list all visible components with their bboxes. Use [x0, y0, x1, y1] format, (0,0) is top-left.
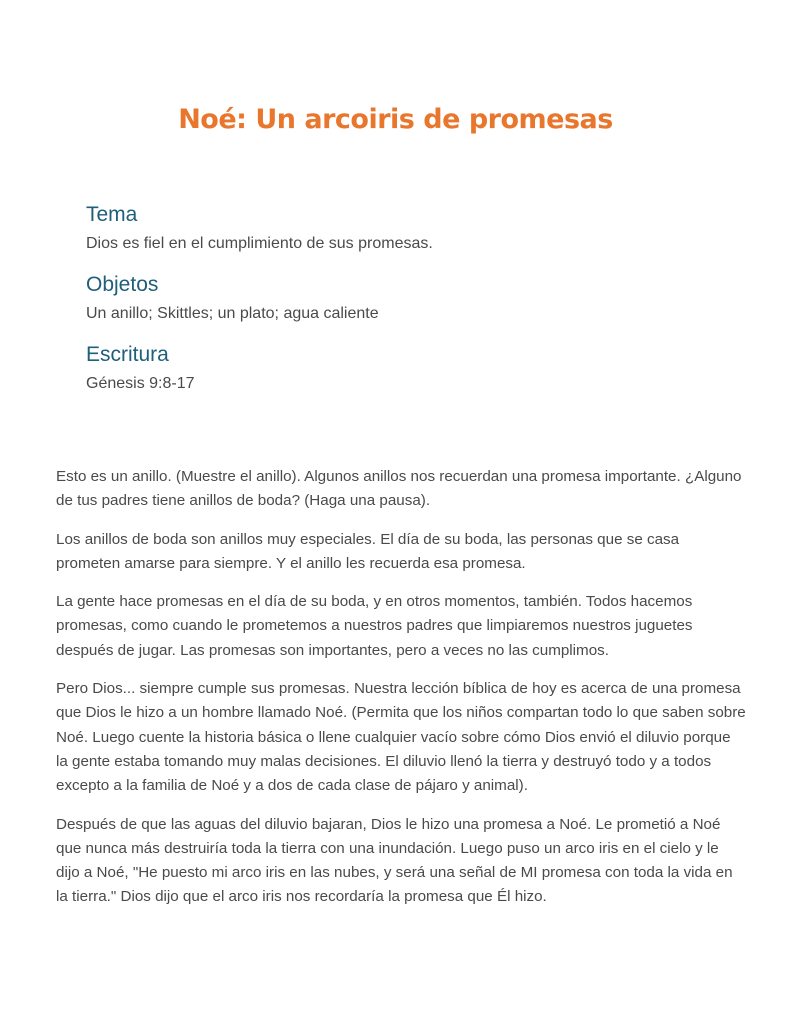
objects-heading: Objetos	[86, 273, 159, 296]
paragraph-promises: La gente hace promesas en el día de su boda, y en otros momentos, también. Todos hacemos promesas, como cuando le prometemos a nuestros padres que limpiaremos nuestros juguetes después de jugar. Las promesas son importantes, pero a veces no las cumplimos.	[56, 593, 693, 659]
theme-text: Dios es fiel en el cumplimiento de sus promesas.	[86, 235, 433, 252]
paragraph-wedding-rings: Los anillos de boda son anillos muy especiales. El día de su boda, las personas que se casa prometen amarse para siempre. Y el anillo les recuerda esa promesa.	[56, 530, 680, 572]
objects-text: Un anillo; Skittles; un plato; agua caliente	[86, 305, 379, 322]
lesson-body	[56, 465, 746, 924]
summary-theme	[86, 200, 726, 257]
page-title: Noé: Un arcoiris de promesas	[178, 104, 613, 135]
theme-heading: Tema	[86, 203, 138, 226]
scripture-heading: Escritura	[86, 343, 169, 366]
summary-objects	[86, 270, 726, 327]
paragraph-rainbow-promise: Después de que las aguas del diluvio bajaran, Dios le hizo una promesa a Noé. Le prometió a Noé que nunca más destruiría toda la tierra con una inundación. Luego puso un arco iris en el cielo y le dijo a Noé, "He puesto mi arco iris en las nubes, y será una señal de MI promesa con toda la vida en la tierra." Dios dijo que el arco iris nos recordaría la promesa que Él hizo.	[56, 815, 733, 906]
paragraph-ring: Esto es un anillo. (Muestre el anillo). Algunos anillos nos recuerdan una promesa importante. ¿Alguno de tus padres tiene anillos de boda? (Haga una pausa).	[56, 468, 742, 510]
lesson-summary	[86, 200, 726, 410]
summary-scripture	[86, 340, 726, 397]
paragraph-noah-story: Pero Dios... siempre cumple sus promesas. Nuestra lección bíblica de hoy es acerca de una promesa que Dios le hizo a un hombre llamado Noé. (Permita que los niños compartan todo lo que saben sobre Noé. Luego cuente la historia básica o llene cualquier vacío sobre cómo Dios envió el diluvio porque la gente estaba tomando muy malas decisiones. El diluvio llenó la tierra y destruyó todo y a todos excepto a la familia de Noé y a dos de cada clase de pájaro y animal).	[56, 680, 746, 795]
scripture-text: Génesis 9:8-17	[86, 375, 195, 392]
